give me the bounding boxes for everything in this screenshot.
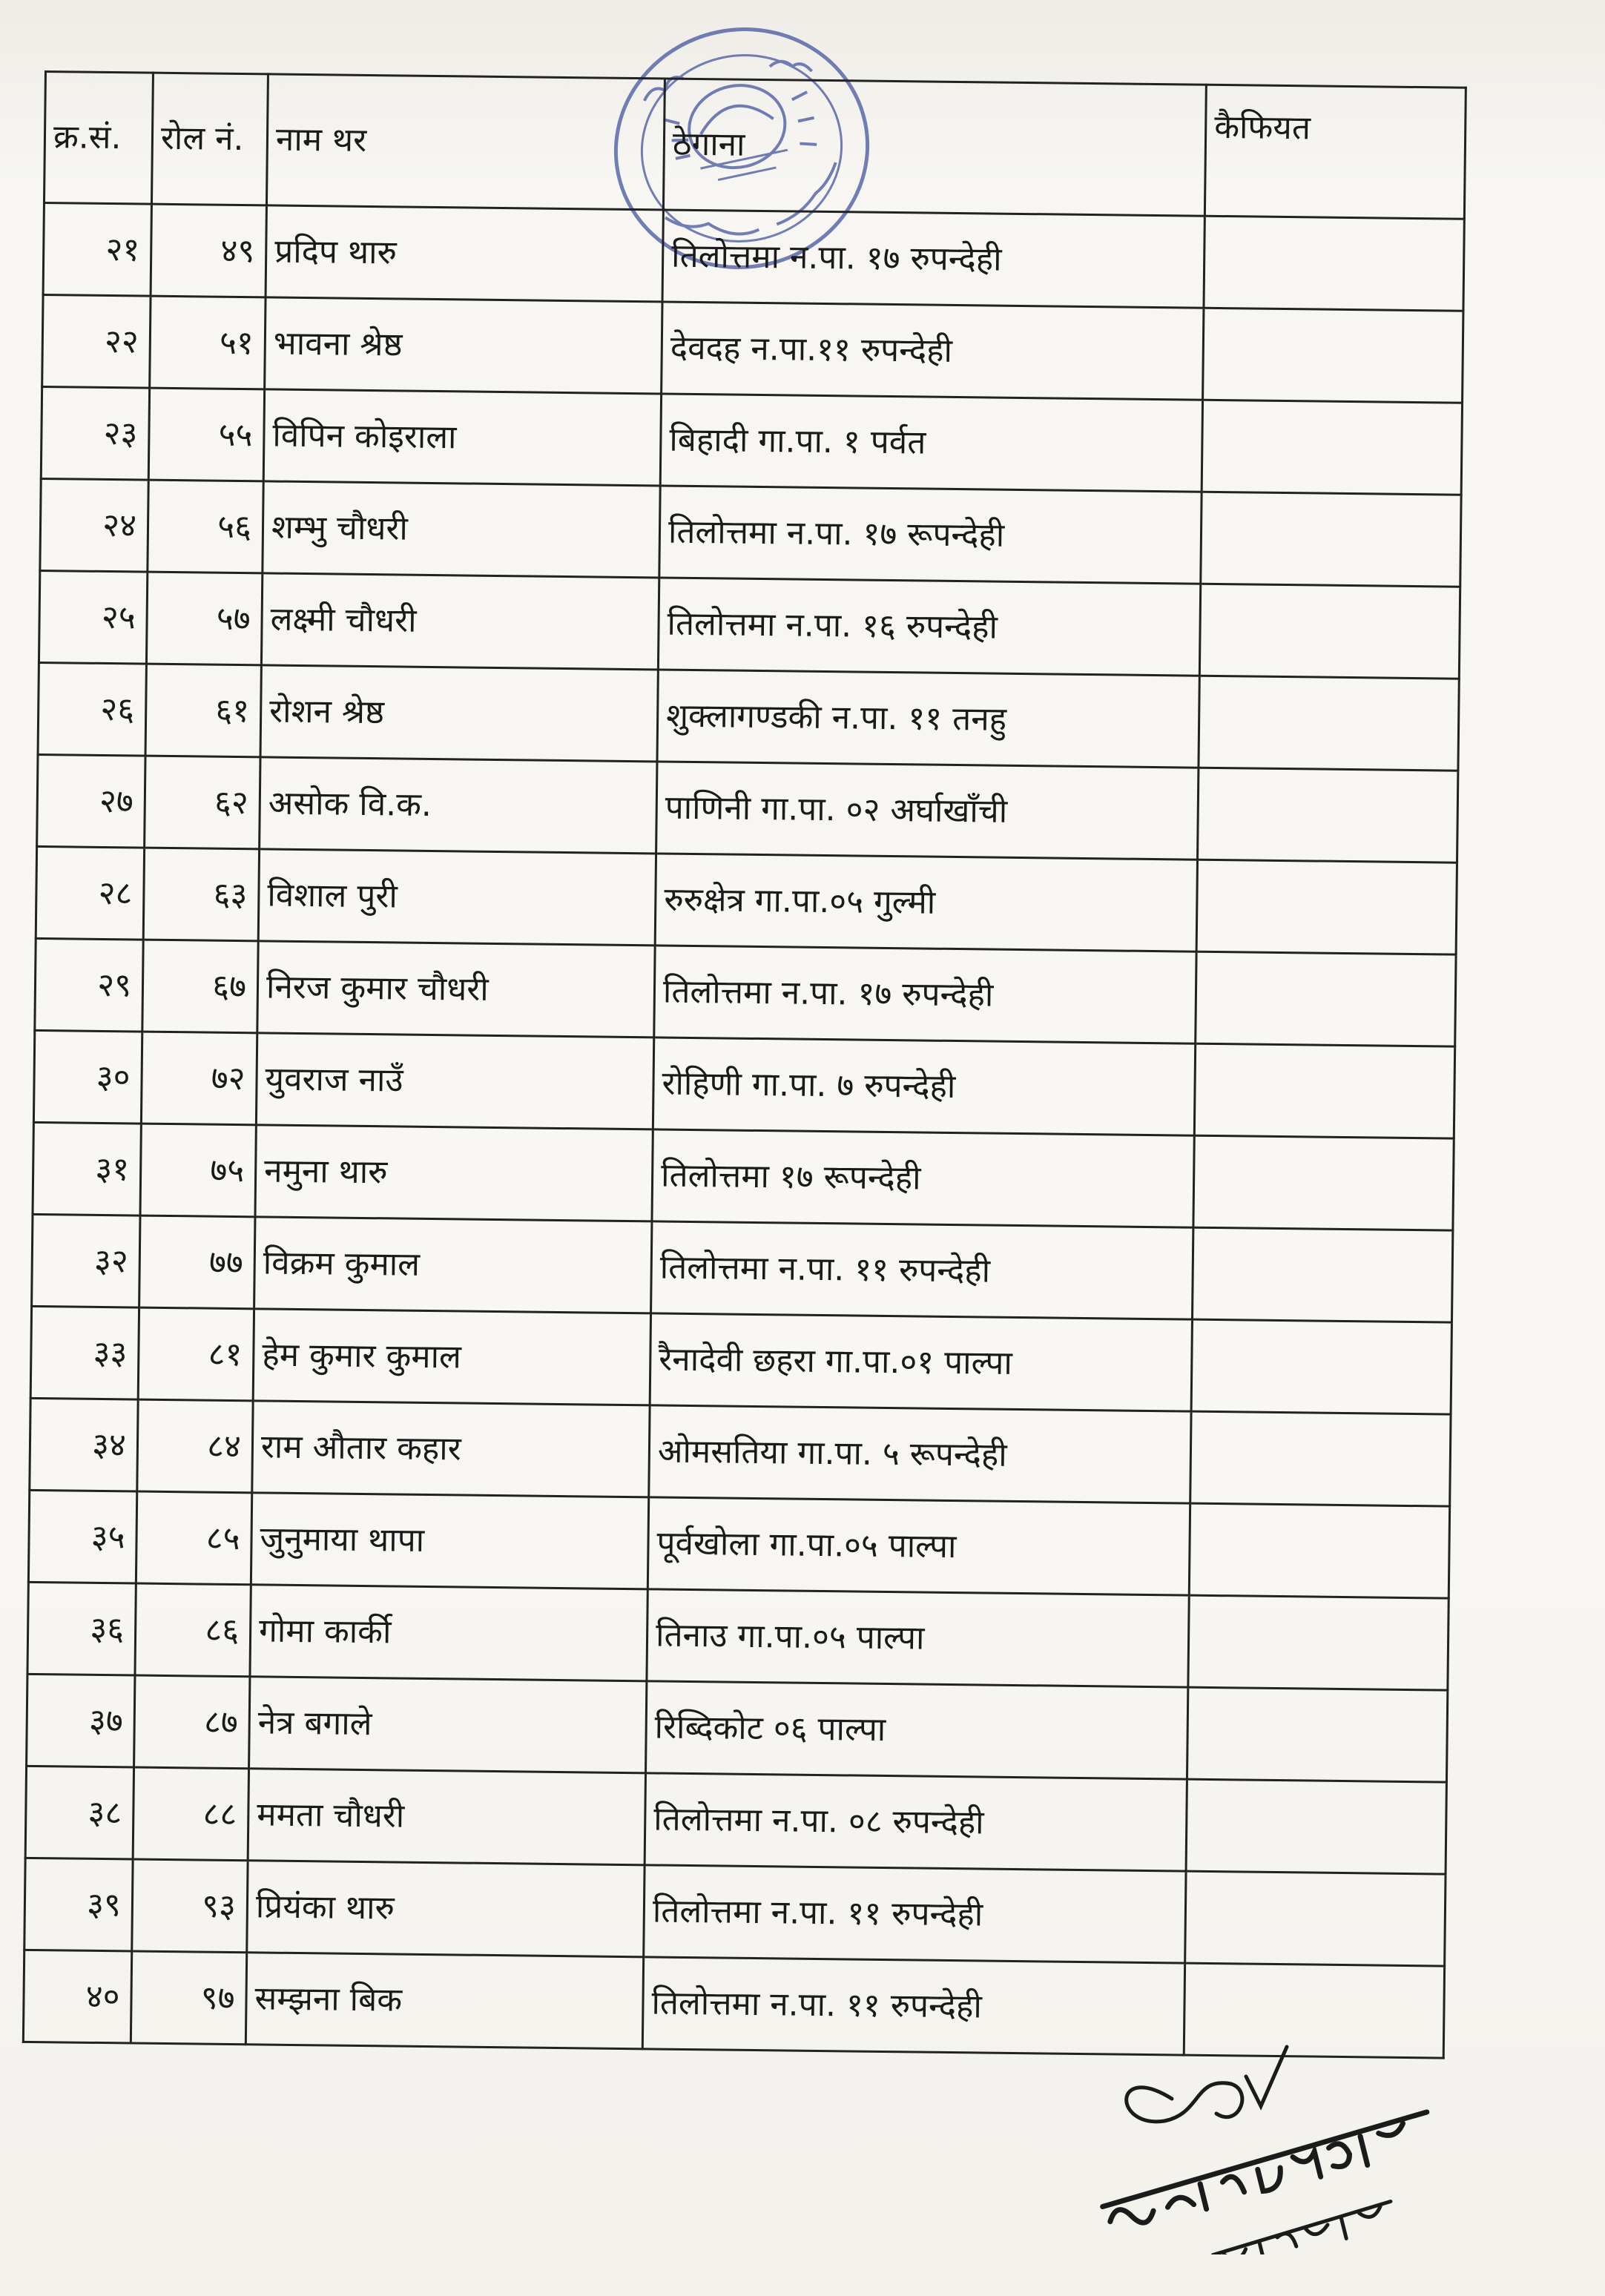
serial-cell: ३० (33, 1030, 142, 1124)
serial-cell: ३६ (27, 1582, 136, 1675)
address-cell: रोहिणी गा.पा. ७ रुपन्देही (653, 1038, 1195, 1135)
remarks-cell (1189, 1503, 1449, 1598)
officer-signature (1083, 2032, 1469, 2254)
remarks-cell (1199, 584, 1460, 679)
name-cell: प्रियंका थारु (247, 1861, 645, 1957)
roll-cell: ८६ (135, 1583, 251, 1677)
name-cell: विपिन कोइराला (263, 389, 661, 486)
address-cell: ओमसतिया गा.पा. ५ रूपन्देही (649, 1405, 1191, 1503)
name-cell: निरज कुमार चौधरी (257, 941, 655, 1038)
table-row (27, 1674, 1448, 1782)
address-cell: पूर्वखोला गा.पा.०५ पाल्पा (647, 1497, 1190, 1595)
address-cell: बिहादी गा.पा. १ पर्वत (660, 394, 1202, 492)
serial-cell: २४ (40, 478, 148, 572)
table-row (41, 386, 1462, 495)
serial-cell: ३७ (27, 1674, 135, 1767)
name-cell: नमुना थारु (255, 1125, 653, 1221)
address-cell: तिलोत्तमा १७ रूपन्देही (652, 1129, 1194, 1227)
table-row (28, 1490, 1449, 1598)
student-list-table (22, 70, 1467, 2059)
address-cell: तिलोत्तमा न.पा. ११ रुपन्देही (642, 1957, 1184, 2055)
remarks-cell (1190, 1411, 1451, 1506)
roll-cell: ६२ (145, 756, 260, 849)
roll-cell: ५५ (148, 388, 264, 481)
name-cell: गोमा कार्की (250, 1585, 647, 1681)
name-cell: युवराज नाउँ (256, 1033, 653, 1129)
table-row (24, 1858, 1446, 1966)
table-row (27, 1582, 1449, 1690)
roll-cell: ७७ (139, 1215, 255, 1309)
serial-cell: २६ (38, 662, 146, 756)
name-cell: राम औतार कहार (252, 1401, 650, 1497)
roll-cell: ६३ (143, 848, 259, 941)
serial-cell: ४० (23, 1950, 131, 2043)
address-cell: शुक्लागण्डकी न.पा. ११ तनहु (657, 670, 1199, 768)
address-cell: पाणिनी गा.पा. ०२ अर्घाखाँची (656, 762, 1199, 860)
name-cell: जुनुमाया थापा (251, 1493, 648, 1589)
table-row (38, 662, 1459, 771)
address-cell: रुरुक्षेत्र गा.पा.०५ गुल्मी (655, 854, 1197, 951)
roll-cell: ८८ (133, 1767, 248, 1861)
roll-cell: ५६ (148, 480, 263, 573)
address-cell: तिलोत्तमा न.पा. १६ रुपन्देही (658, 578, 1200, 676)
name-cell: लक्ष्मी चौधरी (261, 573, 659, 670)
address-cell: रैनादेवी छहरा गा.पा.०१ पाल्पा (650, 1313, 1192, 1411)
name-cell: शम्भु चौधरी (263, 481, 660, 578)
header-roll: रोल नं. (151, 73, 268, 205)
table-row (30, 1398, 1451, 1506)
table-row (33, 1122, 1454, 1230)
serial-cell: २९ (35, 938, 143, 1032)
remarks-cell (1196, 860, 1457, 954)
roll-cell: ९३ (132, 1859, 248, 1953)
address-cell: रिब्दिकोट ०६ पाल्पा (646, 1681, 1188, 1779)
roll-cell: ५१ (150, 296, 266, 389)
table-row (37, 754, 1458, 862)
roll-cell: ८५ (136, 1491, 251, 1585)
serial-cell: ३२ (32, 1214, 140, 1307)
table-row (25, 1766, 1446, 1874)
roll-cell: ४९ (151, 204, 266, 297)
serial-cell: २७ (37, 754, 145, 848)
remarks-cell (1199, 676, 1459, 771)
header-serial: क्र.सं. (44, 72, 153, 205)
serial-cell: २१ (43, 203, 151, 297)
name-cell: नेत्र बगाले (249, 1677, 647, 1773)
roll-cell: ६१ (145, 664, 261, 757)
serial-cell: ३५ (28, 1490, 136, 1583)
address-cell: तिलोत्तमा न.पा. ०८ रुपन्देही (645, 1773, 1187, 1871)
remarks-cell (1204, 216, 1464, 311)
name-cell: विशाल पुरी (258, 849, 656, 946)
table-row (43, 203, 1464, 311)
remarks-cell (1203, 308, 1463, 403)
serial-cell: ३३ (30, 1306, 139, 1399)
address-cell: तिलोत्तमा न.पा. ११ रुपन्देही (644, 1865, 1186, 1963)
serial-cell: ३८ (25, 1766, 134, 1859)
address-cell: तिलोत्तमा न.पा. ११ रुपन्देही (651, 1221, 1193, 1319)
serial-cell: २८ (36, 846, 144, 940)
table-row (36, 846, 1457, 954)
remarks-cell (1198, 768, 1458, 862)
table-row (42, 294, 1463, 403)
roll-cell: ८७ (134, 1675, 250, 1769)
roll-cell: ७२ (141, 1032, 257, 1125)
name-cell: विक्रम कुमाल (254, 1217, 652, 1313)
serial-cell: ३४ (30, 1398, 138, 1491)
roll-cell: ९७ (131, 1951, 246, 2045)
remarks-cell (1192, 1227, 1452, 1322)
address-cell: तिलोत्तमा न.पा. १७ रूपन्देही (659, 486, 1202, 584)
address-cell: तिनाउ गा.पा.०५ पाल्पा (647, 1589, 1189, 1687)
serial-cell: २२ (42, 294, 151, 388)
serial-cell: ३९ (24, 1858, 133, 1951)
header-remarks: कैफियत (1204, 85, 1466, 219)
serial-cell: ३१ (33, 1122, 141, 1215)
address-cell: तिलोत्तमा न.पा. १७ रुपन्देही (662, 210, 1204, 308)
roll-cell: ६७ (142, 940, 258, 1033)
address-cell: तिलोत्तमा न.पा. १७ रुपन्देही (654, 946, 1196, 1043)
remarks-cell (1186, 1779, 1446, 1874)
remarks-cell (1201, 492, 1461, 587)
remarks-cell (1191, 1319, 1451, 1414)
table-row (39, 570, 1460, 679)
remarks-cell (1185, 1871, 1446, 1966)
name-cell: प्रदिप थारु (266, 205, 663, 302)
address-cell: देवदह न.पा.११ रुपन्देही (662, 302, 1204, 400)
roll-cell: ८१ (138, 1307, 254, 1401)
table-row (35, 938, 1456, 1046)
roll-cell: ७५ (140, 1124, 256, 1217)
name-cell: असोक वि.क. (260, 757, 657, 854)
serial-cell: २३ (41, 386, 149, 480)
remarks-cell (1194, 1043, 1454, 1138)
name-cell: सम्झना बिक (245, 1953, 643, 2049)
name-cell: रोशन श्रेष्ठ (260, 665, 658, 762)
table-row (30, 1306, 1451, 1414)
name-cell: भावना श्रेष्ठ (265, 297, 662, 394)
remarks-cell (1188, 1595, 1449, 1690)
remarks-cell (1193, 1135, 1454, 1230)
remarks-cell (1187, 1687, 1447, 1782)
remarks-cell (1202, 400, 1462, 495)
header-address: ठेगाना (663, 79, 1206, 216)
table-header-row (44, 72, 1466, 220)
roll-cell: ८४ (137, 1399, 253, 1493)
roll-cell: ५७ (146, 572, 262, 665)
table-row (32, 1214, 1453, 1322)
serial-cell: २५ (39, 570, 147, 664)
table-row (40, 478, 1461, 587)
remarks-cell (1196, 951, 1456, 1046)
header-name: नाम थर (266, 74, 665, 210)
table-row (33, 1030, 1454, 1138)
name-cell: हेम कुमार कुमाल (253, 1309, 650, 1405)
name-cell: ममता चौधरी (248, 1769, 645, 1865)
